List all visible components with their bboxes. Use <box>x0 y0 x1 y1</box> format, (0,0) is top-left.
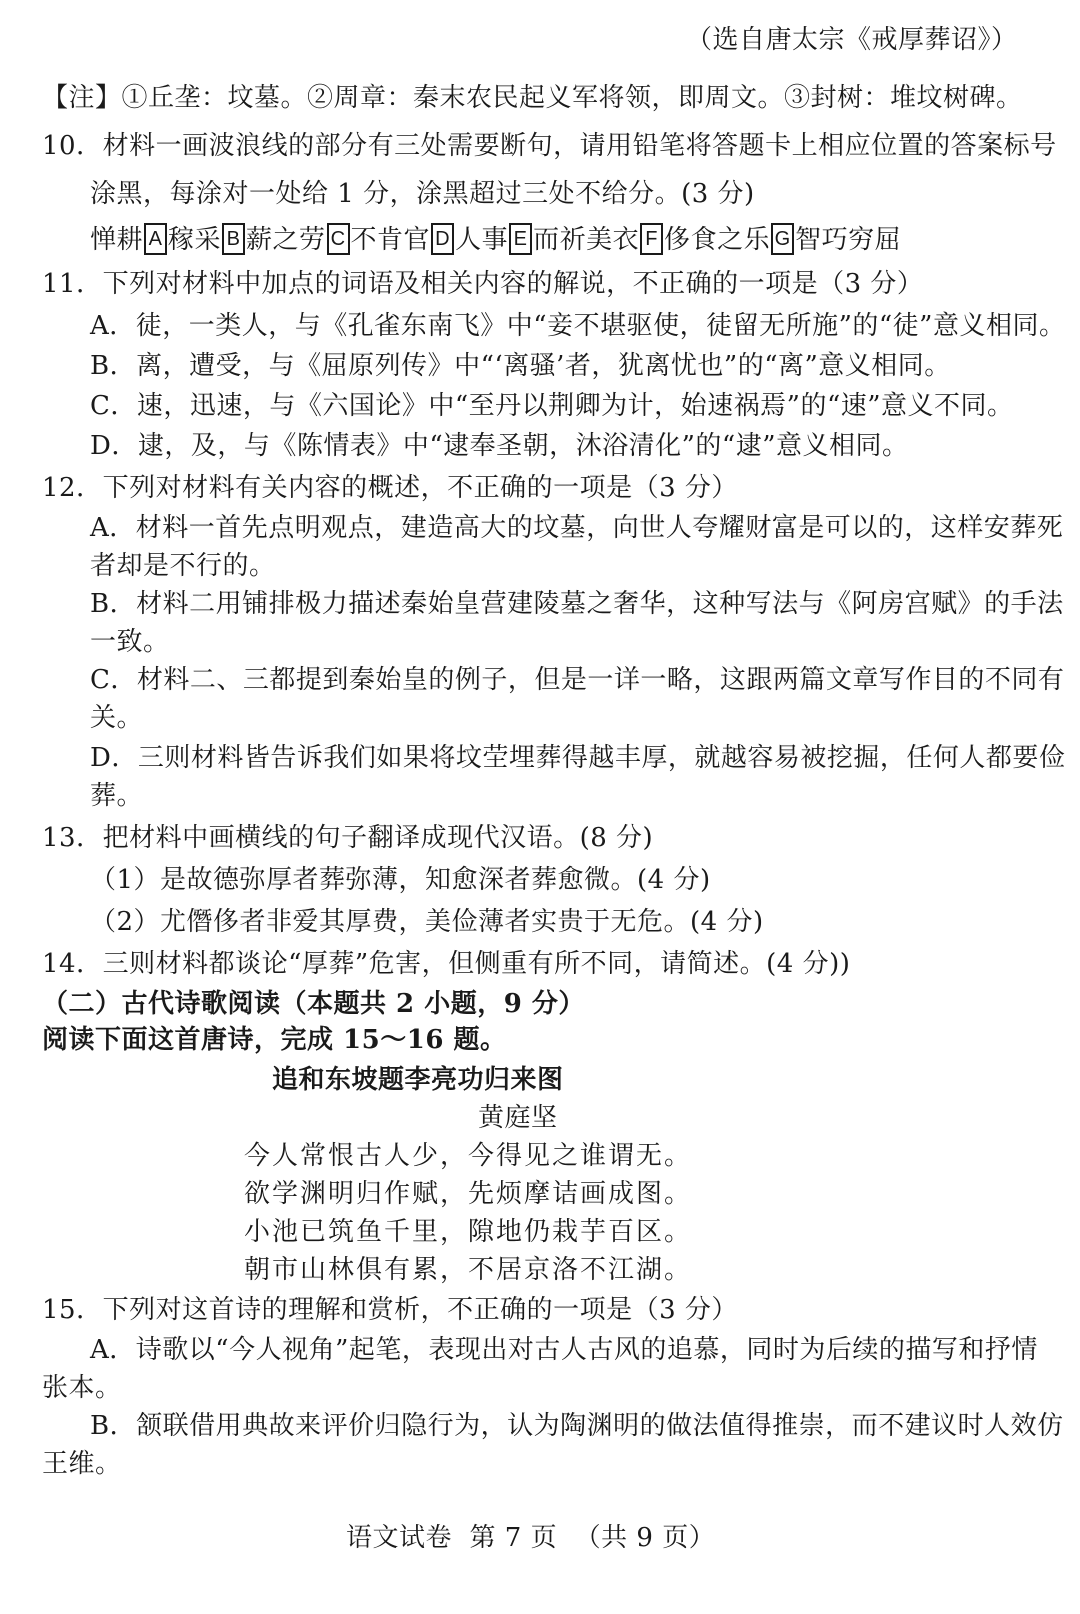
break-option-f[interactable]: F <box>640 223 663 255</box>
q12-option-b: B．材料二用铺排极力描述秦始皇营建陵墓之奢华，这种写法与《阿房宫赋》的手法 <box>90 589 1064 619</box>
q10-segment: 惮耕 <box>90 225 144 255</box>
q12-stem: 12．下列对材料有关内容的概述，不正确的一项是（3 分） <box>42 473 738 503</box>
source-citation: （选自唐太宗《戒厚葬诏》） <box>686 25 1018 55</box>
q15-option-b: B．颔联借用典故来评价归隐行为，认为陶渊明的做法值得推崇，而不建议时人效仿 <box>90 1411 1064 1441</box>
break-option-e[interactable]: E <box>509 223 532 255</box>
break-option-g[interactable]: G <box>771 223 794 255</box>
q10-segment: 智巧穷屈 <box>795 225 902 255</box>
q10-segment: 不肯官 <box>350 225 431 255</box>
q15-option-a-cont: 张本。 <box>42 1373 122 1403</box>
q12-option-a: A．材料一首先点明观点，建造高大的坟墓，向世人夸耀财富是可以的，这样安葬死 <box>90 513 1064 543</box>
poem-line: 朝市山林俱有累，不居京洛不江湖。 <box>244 1255 693 1285</box>
q11-option-a: A．徒，一类人，与《孔雀东南飞》中“妾不堪驱使，徒留无所施”的“徒”意义相同。 <box>90 311 1066 341</box>
q10-segment: 人事 <box>455 225 509 255</box>
section-intro: 阅读下面这首唐诗，完成 15～16 题。 <box>42 1025 507 1055</box>
break-option-d[interactable]: D <box>431 223 454 255</box>
section-heading: （二）古代诗歌阅读（本题共 2 小题，9 分） <box>42 989 585 1019</box>
break-option-b[interactable]: B <box>222 223 245 255</box>
q12-option-c-cont: 关。 <box>90 703 144 733</box>
q12-option-c: C．材料二、三都提到秦始皇的例子，但是一详一略，这跟两篇文章写作目的不同有 <box>90 665 1065 695</box>
q13-sentence-2: （2）尤僭侈者非爱其厚费，美俭薄者实贵于无危。(4 分) <box>90 907 764 937</box>
q11-option-b: B．离，遭受，与《屈原列传》中“‘离骚’者，犹离忧也”的“离”意义相同。 <box>90 351 951 381</box>
break-option-c[interactable]: C <box>327 223 350 255</box>
page-footer: 语文试卷 第 7 页 （共 9 页） <box>346 1523 716 1553</box>
q11-stem: 11．下列对材料中加点的词语及相关内容的解说，不正确的一项是（3 分） <box>42 269 924 299</box>
q13-stem: 13．把材料中画横线的句子翻译成现代汉语。(8 分) <box>42 823 654 853</box>
q14-stem: 14．三则材料都谈论“厚葬”危害，但侧重有所不同，请简述。(4 分)) <box>42 949 851 979</box>
poem-line: 欲学渊明归作赋，先烦摩诘画成图。 <box>244 1179 693 1209</box>
q11-option-d: D．逮，及，与《陈情表》中“逮奉圣朝，沐浴清化”的“逮”意义相同。 <box>90 431 909 461</box>
q12-option-a-cont: 者却是不行的。 <box>90 551 276 581</box>
q10-segment: 薪之劳 <box>246 225 326 255</box>
q10-stem: 10．材料一画波浪线的部分有三处需要断句，请用铅笔将答题卡上相应位置的答案标号 <box>42 131 1057 161</box>
q10-stem-cont: 涂黑，每涂对一处给 1 分，涂黑超过三处不给分。(3 分) <box>90 179 755 209</box>
annotation-note: 【注】①丘垄：坟墓。②周章：秦末农民起义军将领，即周文。③封树：堆坟树碑。 <box>42 83 1023 113</box>
q10-segment: 而祈美衣 <box>533 225 640 255</box>
q10-segment: 侈食之乐 <box>664 225 771 255</box>
poem-title: 追和东坡题李亮功归来图 <box>272 1065 564 1095</box>
q15-option-b-cont: 王维。 <box>42 1449 122 1479</box>
q10-sentence-breaks <box>90 222 901 258</box>
break-option-a[interactable]: A <box>144 223 167 255</box>
q15-stem: 15．下列对这首诗的理解和赏析，不正确的一项是（3 分） <box>42 1295 738 1325</box>
q12-option-d: D．三则材料皆告诉我们如果将坟茔埋葬得越丰厚，就越容易被挖掘，任何人都要俭 <box>90 743 1066 773</box>
q13-sentence-1: （1）是故德弥厚者葬弥薄，知愈深者葬愈微。(4 分) <box>90 865 711 895</box>
q11-option-c: C．速，迅速，与《六国论》中“至丹以荆卿为计，始速祸焉”的“速”意义不同。 <box>90 391 1014 421</box>
q15-option-a: A．诗歌以“今人视角”起笔，表现出对古人古风的追慕，同时为后续的描写和抒情 <box>90 1335 1038 1365</box>
q12-option-b-cont: 一致。 <box>90 627 170 657</box>
poem-author: 黄庭坚 <box>478 1103 558 1133</box>
q12-option-d-cont: 葬。 <box>90 781 144 811</box>
poem-line: 今人常恨古人少，今得见之谁谓无。 <box>244 1141 693 1171</box>
poem-line: 小池已筑鱼千里，隙地仍栽芋百区。 <box>244 1217 693 1247</box>
q10-segment: 稼采 <box>168 225 222 255</box>
